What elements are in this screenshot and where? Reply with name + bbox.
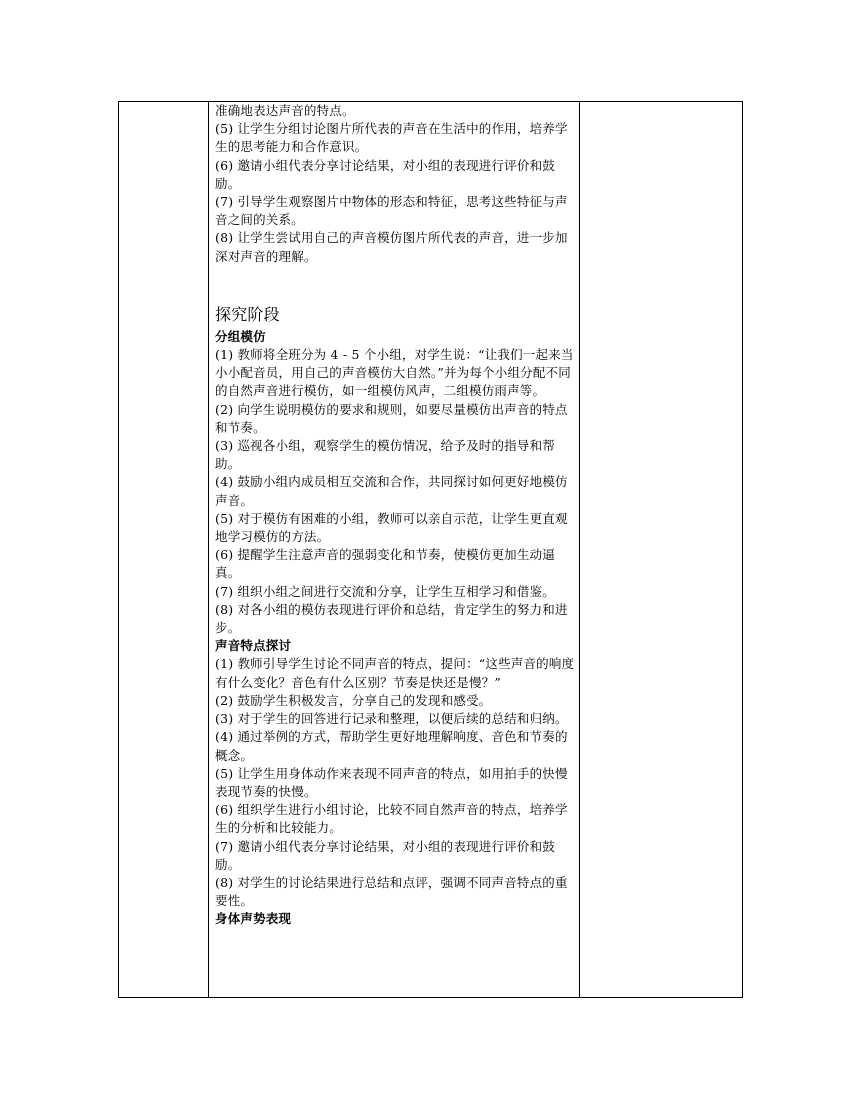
list-item: (5) 对于模仿有困难的小组，教师可以亲自示范，让学生更直观地学习模仿的方法。: [215, 510, 568, 545]
stage-column-cell: [119, 102, 209, 998]
intro-item: 准确地表达声音的特点。: [215, 103, 355, 118]
lesson-plan-table: [118, 101, 743, 998]
stage-heading: 探究阶段: [215, 304, 280, 324]
list-item: (2) 鼓励学生积极发言，分享自己的发现和感受。: [215, 692, 492, 708]
list-item: (4) 鼓励小组内成员相互交流和合作，共同探讨如何更好地模仿声音。: [215, 474, 568, 508]
list-item: (3) 巡视各小组，观察学生的模仿情况，给予及时的指导和帮助。: [215, 438, 555, 472]
list-item: (8) 对学生的讨论结果进行总结和点评，强调不同声音特点的重要性。: [215, 874, 568, 909]
list-item: (1) 教师将全班分为 4 - 5 个小组，对学生说：“让我们一起来当小小配音员，用自己的声音模仿大自然。”并为每个小组分配不同的自然声音进行模仿，如一组模仿风声，二组模仿雨声等。: [215, 347, 574, 399]
activity-content: [209, 102, 579, 929]
list-item: (6) 组织学生进行小组讨论，比较不同自然声音的特点，培养学生的分析和比较能力。: [215, 802, 568, 836]
intro-item: (8) 让学生尝试用自己的声音模仿图片所代表的声音，进一步加深对声音的理解。: [215, 230, 568, 264]
activity-content-cell: [209, 102, 580, 998]
section-heading-group-imitation: 分组模仿: [215, 328, 266, 344]
list-item: (2) 向学生说明模仿的要求和规则，如要尽量模仿出声音的特点和节奏。: [215, 401, 568, 435]
list-item: (7) 邀请小组代表分享讨论结果，对小组的表现进行评价和鼓励。: [215, 838, 555, 872]
intro-item: (7) 引导学生观察图片中物体的形态和特征，思考这些特征与声音之间的关系。: [215, 194, 568, 228]
list-item: (8) 对各小组的模仿表现进行评价和总结，肯定学生的努力和进步。: [215, 601, 568, 636]
intro-item: (5) 让学生分组讨论图片所代表的声音在生活中的作用，培养学生的思考能力和合作意识。: [215, 121, 568, 155]
table-row: [119, 102, 743, 998]
notes-column-cell: [580, 102, 743, 998]
list-item: (5) 让学生用身体动作来表现不同声音的特点，如用拍手的快慢表现节奏的快慢。: [215, 765, 568, 799]
list-item: (3) 对于学生的回答进行记录和整理，以便后续的总结和归纳。: [215, 711, 568, 727]
list-item: (4) 通过举例的方式，帮助学生更好地理解响度、音色和节奏的概念。: [215, 729, 568, 763]
intro-item: (6) 邀请小组代表分享讨论结果，对小组的表现进行评价和鼓励。: [215, 157, 555, 191]
list-item: (1) 教师引导学生讨论不同声音的特点，提问：“这些声音的响度有什么变化？音色有什么区别？节奏是快还是慢？”: [215, 656, 575, 690]
list-item: (7) 组织小组之间进行交流和分享，让学生互相学习和借鉴。: [215, 583, 555, 599]
section-heading-sound-features: 声音特点探讨: [215, 638, 292, 654]
list-item: (6) 提醒学生注意声音的强弱变化和节奏，使模仿更加生动逼真。: [215, 547, 555, 581]
section-heading-body-percussion: 身体声势表现: [215, 911, 292, 927]
spacer: [215, 266, 575, 302]
